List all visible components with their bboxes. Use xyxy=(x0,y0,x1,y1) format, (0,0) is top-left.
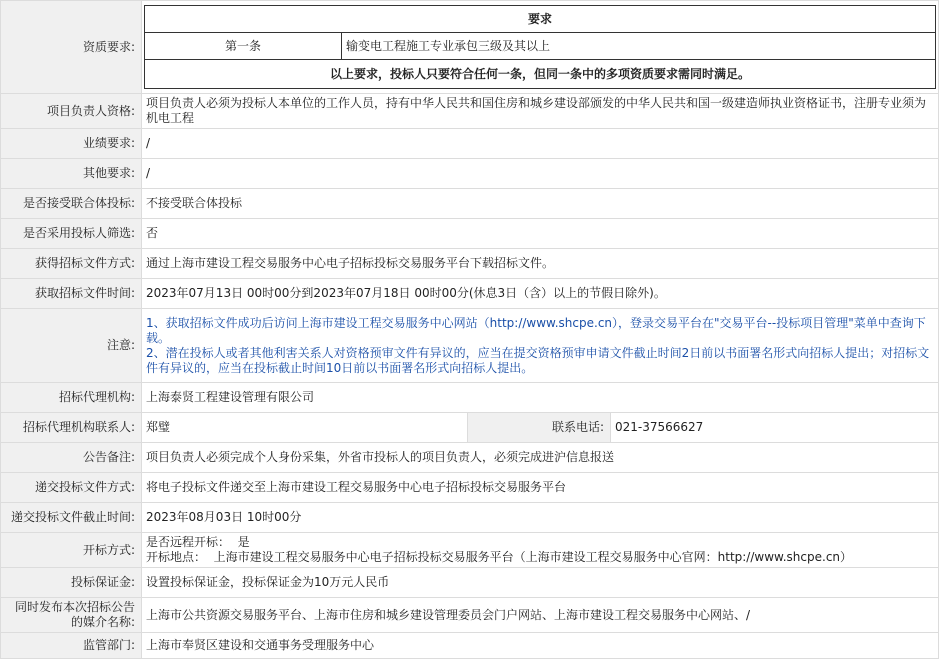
consortium-row xyxy=(1,189,939,219)
obtain-method-value: 通过上海市建设工程交易服务中心电子招标投标交易服务平台下载招标文件。 xyxy=(142,249,939,279)
deposit-value: 设置投标保证金，投标保证金为10万元人民币 xyxy=(142,568,939,598)
perf-row xyxy=(1,129,939,159)
other-row xyxy=(1,159,939,189)
screening-value: 否 xyxy=(142,219,939,249)
contact-label: 招标代理机构联系人: xyxy=(1,413,142,443)
screening-row xyxy=(1,219,939,249)
deadline-row xyxy=(1,503,939,533)
opening-place: 开标地点： 上海市建设工程交易服务中心电子招标投标交易服务平台（上海市建设工程交易服务中心官网：http://www.shcpe.cn） xyxy=(146,550,853,564)
obtain-method-row xyxy=(1,249,939,279)
opening-label: 开标方式: xyxy=(1,533,142,568)
obtain-method-label: 获得招标文件方式: xyxy=(1,249,142,279)
announce-label: 公告备注: xyxy=(1,443,142,473)
qualification-table xyxy=(144,5,936,89)
supervisor-value: 上海市奉贤区建设和交通事务受理服务中心 xyxy=(142,633,939,659)
media-value: 上海市公共资源交易服务平台、上海市住房和城乡建设管理委员会门户网站、上海市建设工程交易服务中心网站、/ xyxy=(142,598,939,633)
media-row xyxy=(1,598,939,633)
notice-row xyxy=(1,309,939,383)
notice-label: 注意: xyxy=(1,309,142,383)
submit-method-row xyxy=(1,473,939,503)
phone-value: 021-37566627 xyxy=(611,413,939,443)
qualification-row xyxy=(1,1,939,94)
other-value: / xyxy=(142,159,939,189)
notice-line-1: 1、获取招标文件成功后访问上海市建设工程交易服务中心网站（http://www.shcpe.cn），登录交易平台在"交易平台--投标项目管理"菜单中查询下载。 xyxy=(146,315,926,345)
pm-row xyxy=(1,94,939,129)
obtain-time-value: 2023年07月13日 00时00分到2023年07月18日 00时00分(休息3日（含）以上的节假日除外)。 xyxy=(142,279,939,309)
agency-value: 上海泰贤工程建设管理有限公司 xyxy=(142,383,939,413)
opening-row xyxy=(1,533,939,568)
pm-value: 项目负责人必须为投标人本单位的工作人员，持有中华人民共和国住房和城乡建设部颁发的中华人民共和国一级建造师执业资格证书，注册专业须为机电工程 xyxy=(142,94,939,129)
supervisor-row xyxy=(1,633,939,659)
screening-label: 是否采用投标人筛选: xyxy=(1,219,142,249)
consortium-value: 不接受联合体投标 xyxy=(142,189,939,219)
submit-method-label: 递交投标文件方式: xyxy=(1,473,142,503)
media-label: 同时发布本次招标公告的媒介名称: xyxy=(1,598,142,633)
consortium-label: 是否接受联合体投标: xyxy=(1,189,142,219)
obtain-time-row xyxy=(1,279,939,309)
other-label: 其他要求: xyxy=(1,159,142,189)
pm-label: 项目负责人资格: xyxy=(1,94,142,129)
opening-remote: 是否远程开标： 是 xyxy=(146,535,250,549)
contact-row xyxy=(1,413,939,443)
deposit-label: 投标保证金: xyxy=(1,568,142,598)
qualification-note: 以上要求，投标人只要符合任何一条，但同一条中的多项资质要求需同时满足。 xyxy=(145,60,936,89)
deadline-value: 2023年08月03日 10时00分 xyxy=(142,503,939,533)
qualification-header: 要求 xyxy=(145,6,936,33)
deadline-label: 递交投标文件截止时间: xyxy=(1,503,142,533)
qualification-label: 资质要求: xyxy=(1,1,142,94)
supervisor-label: 监管部门: xyxy=(1,633,142,659)
notice-line-2: 2、潜在投标人或者其他利害关系人对资格预审文件有异议的，应当在提交资格预审申请文件截止时间2日前以书面署名形式向招标人提出；对招标文件有异议的，应当在投标截止时间10日前以书面署名形式向招标人提出。 xyxy=(146,345,930,375)
submit-method-value: 将电子投标文件递交至上海市建设工程交易服务中心电子招标投标交易服务平台 xyxy=(142,473,939,503)
obtain-time-label: 获取招标文件时间: xyxy=(1,279,142,309)
agency-row xyxy=(1,383,939,413)
perf-label: 业绩要求: xyxy=(1,129,142,159)
deposit-row xyxy=(1,568,939,598)
qualification-item-no: 第一条 xyxy=(145,33,342,60)
phone-label: 联系电话: xyxy=(468,413,611,443)
announce-value: 项目负责人必须完成个人身份采集，外省市投标人的项目负责人，必须完成进沪信息报送 xyxy=(142,443,939,473)
contact-value: 郑璧 xyxy=(142,413,468,443)
perf-value: / xyxy=(142,129,939,159)
agency-label: 招标代理机构: xyxy=(1,383,142,413)
announce-row xyxy=(1,443,939,473)
qualification-item-text: 输变电工程施工专业承包三级及其以上 xyxy=(342,33,936,60)
